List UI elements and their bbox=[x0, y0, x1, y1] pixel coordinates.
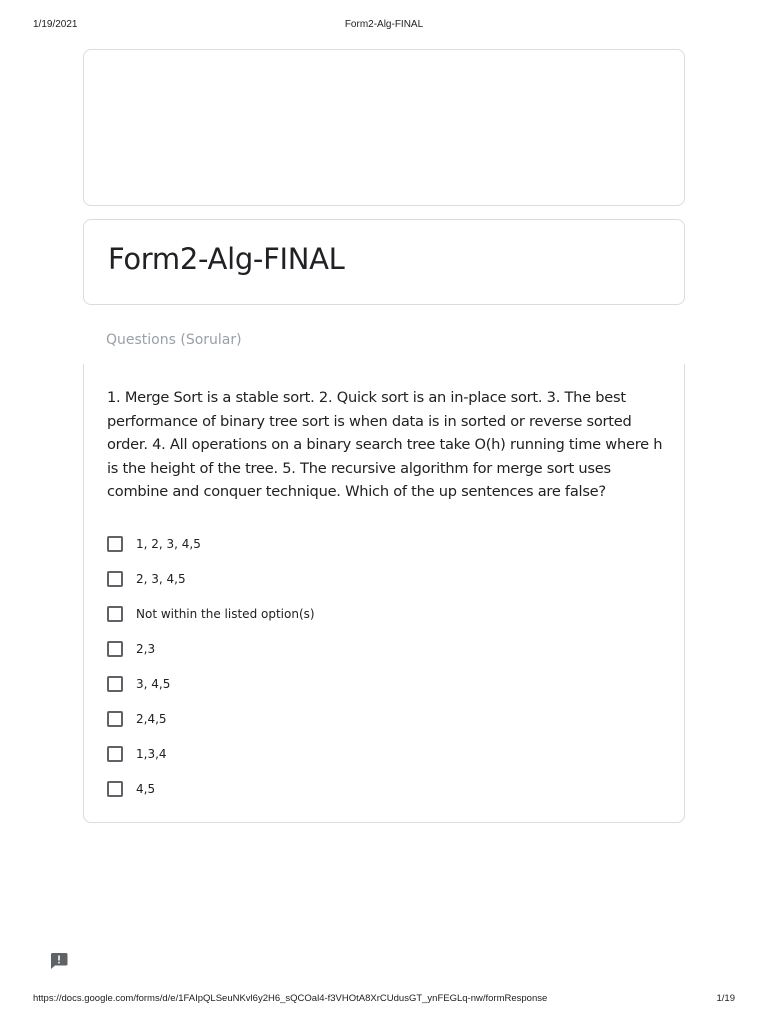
option-item[interactable] bbox=[107, 526, 315, 561]
checkbox[interactable] bbox=[107, 571, 123, 587]
option-item[interactable] bbox=[107, 701, 315, 736]
checkbox[interactable] bbox=[107, 676, 123, 692]
option-item[interactable] bbox=[107, 596, 315, 631]
option-label: 3, 4,5 bbox=[136, 676, 171, 691]
options-list bbox=[107, 526, 315, 806]
option-label: 1, 2, 3, 4,5 bbox=[136, 536, 201, 551]
checkbox[interactable] bbox=[107, 641, 123, 657]
form-title-card bbox=[83, 219, 685, 305]
checkbox[interactable] bbox=[107, 746, 123, 762]
print-title: Form2-Alg-FINAL bbox=[344, 19, 424, 30]
option-item[interactable] bbox=[107, 666, 315, 701]
option-label: 1,3,4 bbox=[136, 746, 167, 761]
option-label: 2,3 bbox=[136, 641, 156, 656]
option-label: 2,4,5 bbox=[136, 711, 167, 726]
checkbox[interactable] bbox=[107, 781, 123, 797]
checkbox[interactable] bbox=[107, 606, 123, 622]
question-text: 1. Merge Sort is a stable sort. 2. Quick sort is an in-place sort. 3. The best performance of binary tree sort is when data is in sorted or reverse sorted order. 4. All operations on a binary search tree take O(h) running time where h is the height of the tree. 5. The recursive algorithm for merge sort uses combine and conquer technique. Which of the up sentences are false? bbox=[107, 389, 663, 501]
option-label: 4,5 bbox=[136, 781, 156, 796]
print-page-number: 1/19 bbox=[716, 993, 735, 1004]
print-date: 1/19/2021 bbox=[33, 19, 78, 30]
section-label: Questions (Sorular) bbox=[106, 332, 242, 348]
report-problem-icon[interactable] bbox=[49, 951, 69, 971]
print-footer-url: https://docs.google.com/forms/d/e/1FAIpQLSeuNKvl6y2H6_sQCOal4-f3VHOtA8XrCUdusGT_ynFEGLq-nw/formResponse bbox=[33, 993, 548, 1004]
form-header-banner bbox=[83, 49, 685, 206]
checkbox[interactable] bbox=[107, 711, 123, 727]
question-card bbox=[83, 364, 685, 823]
option-label: 2, 3, 4,5 bbox=[136, 571, 186, 586]
form-title: Form2-Alg-FINAL bbox=[108, 242, 345, 276]
option-item[interactable] bbox=[107, 631, 315, 666]
option-item[interactable] bbox=[107, 561, 315, 596]
option-item[interactable] bbox=[107, 771, 315, 806]
option-label: Not within the listed option(s) bbox=[136, 606, 315, 621]
checkbox[interactable] bbox=[107, 536, 123, 552]
option-item[interactable] bbox=[107, 736, 315, 771]
